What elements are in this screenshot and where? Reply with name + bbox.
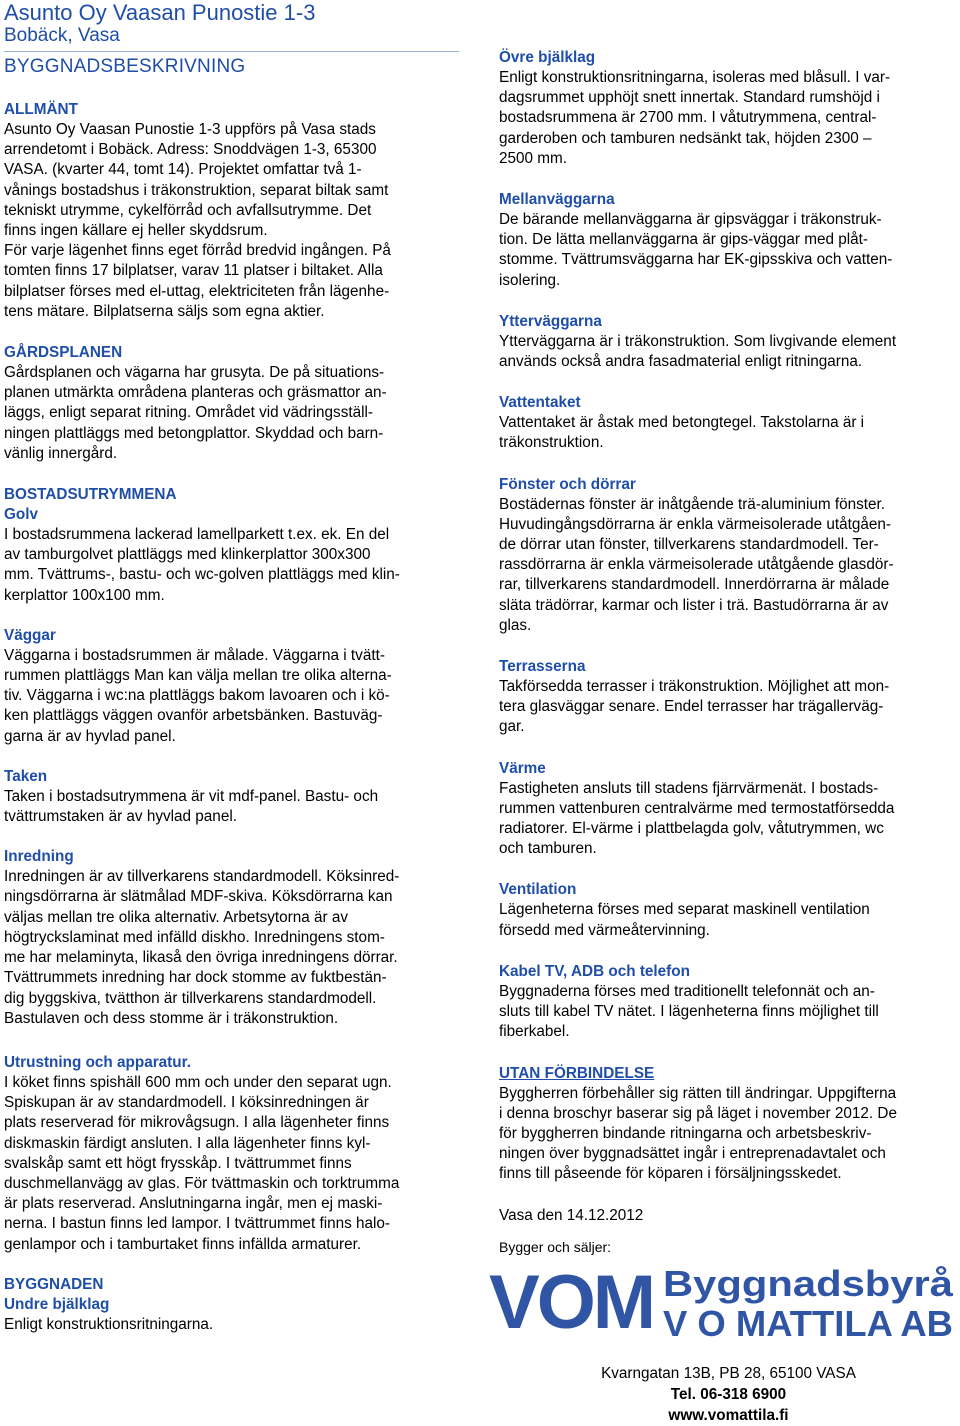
text-line: Huvudingångsdörrarna är enkla värmeisolerade utåtgåen-	[499, 515, 892, 533]
company-logo	[487, 1262, 957, 1340]
text-line: Ytterväggarna är i träkonstruktion. Som livgivande element	[499, 332, 897, 350]
section-ovre-bjalklag	[499, 48, 958, 169]
text-line: 2500 mm.	[499, 149, 568, 167]
text-line: för byggherren bindande ritningarna och arbetsbeskriv-	[499, 1124, 872, 1142]
text-line: kerplattor 100x100 mm.	[4, 586, 165, 604]
text-line: Enligt konstruktionsritningarna.	[4, 1315, 214, 1333]
subsection-heading-inredning: Inredning	[4, 848, 74, 866]
section-heading: Ventilation	[499, 881, 577, 899]
section-heading: Fönster och dörrar	[499, 475, 636, 493]
section-varme	[499, 759, 958, 860]
section-text	[4, 363, 460, 464]
footer-address: Kvarngatan 13B, PB 28, 65100 VASA	[601, 1365, 856, 1382]
section-heading: BYGGNADEN	[4, 1275, 104, 1293]
text-line: dig byggskiva, tvätthon är tillverkarens standardmodell.	[4, 989, 377, 1007]
text-line: Takförsedda terrasser i träkonstruktion. Möjlighet att mon-	[499, 678, 890, 696]
spacer	[4, 1255, 460, 1275]
text-line: tens mätare. Bilplatserna säljs som egna aktier.	[4, 302, 325, 320]
text-line: me har melaminyta, likaså den övriga inredningens dörrar.	[4, 949, 398, 967]
text-line: fiberkabel.	[499, 1023, 570, 1041]
text-line: duschmellanvägg av glas. För tvättmaskin och torktrumma	[4, 1174, 400, 1192]
text-line: Asunto Oy Vaasan Punostie 1-3 uppförs på Vasa stads	[4, 121, 376, 138]
section-terrasserna	[499, 657, 958, 738]
subsection-heading-vaggar: Väggar	[4, 626, 56, 644]
subsection-heading-golv: Golv	[4, 506, 38, 524]
section-vattentaket	[499, 393, 958, 453]
section-text	[499, 332, 958, 372]
builder-label: Bygger och säljer:	[499, 1238, 612, 1255]
text-line: tiv. Väggarna i wc:na plattläggs bakom lavoaren och i kö-	[4, 687, 390, 705]
logo-mark: VOM	[489, 1262, 654, 1340]
section-text	[499, 677, 958, 738]
text-line: Gårdsplanen och vägarna har grusyta. De på situations-	[4, 364, 385, 382]
title-divider	[4, 51, 459, 52]
section-heading: UTAN FÖRBINDELSE	[499, 1064, 655, 1082]
text-line: Tvättrummets inredning har dock stomme av fuktbestän-	[4, 969, 387, 987]
text-line: nerna. I bastun finns led lampor. I tvättrummet finns halo-	[4, 1215, 391, 1233]
text-line: Lägenheterna förses med separat maskinell ventilation	[499, 901, 870, 919]
section-heading: Ytterväggarna	[499, 312, 602, 330]
text-line: dagsrummet upphöjt snett innertak. Standard rumshöjd i	[499, 89, 880, 107]
text-line: Byggherren förbehåller sig rätten till ändringar. Uppgifterna	[499, 1084, 897, 1102]
logo-line2: V O MATTILA AB	[663, 1303, 953, 1340]
place-date: Vasa den 14.12.2012	[499, 1206, 644, 1224]
text-line: plats reserverad för mikrovågsugn. I alla lägenheter finns	[4, 1114, 390, 1132]
section-heading: Kabel TV, ADB och telefon	[499, 962, 690, 980]
text-line: Fastigheten ansluts till stadens fjärrvärmenät. I bostads-	[499, 779, 879, 797]
footer-website[interactable]: www.vomattila.fi	[668, 1407, 789, 1424]
text-line: arrendetomt i Bobäck. Adress: Snoddvägen 1-3, 65300	[4, 141, 377, 159]
section-text	[499, 495, 958, 636]
text-line: planen utmärkta områdena planteras och gräsmattor an-	[4, 384, 387, 402]
text-line: ken plattläggs väggen ovanför arbetsbänken. Bastuväg-	[4, 707, 383, 725]
logo-line1: Byggnadsbyrå	[663, 1263, 955, 1304]
text-line: Byggnaderna förses med traditionellt telefonnät och an-	[499, 982, 875, 1000]
text-line: rummen vattenburen centralvärme med termostatförsedda	[499, 799, 895, 817]
text-line: genlampor och i tamburtaket finns infällda armaturer.	[4, 1235, 362, 1253]
text-line: används också andra fasadmaterial enligt ritningarna.	[499, 353, 863, 371]
text-line: finns till påseende för köparen i försäljningsskedet.	[499, 1165, 842, 1183]
section-heading: ALLMÄNT	[4, 101, 78, 118]
section-heading: Terrasserna	[499, 658, 586, 676]
text-line: tomten finns 17 bilplatser, varav 11 platser i biltaket. Alla	[4, 262, 383, 280]
text-line: försedd med värmeåtervinning.	[499, 921, 710, 939]
text-line: ningen över byggnadsättet ingår i entreprenadavtalet och	[499, 1145, 886, 1163]
text-line: i denna broschyr baserar sig på läget i november 2012. De	[499, 1104, 897, 1122]
contact-footer	[499, 1363, 958, 1426]
text-line: väljas mellan tre olika alternativ. Arbetsytorna är av	[4, 908, 349, 926]
section-heading: Vattentaket	[499, 394, 581, 412]
text-line: tekniskt utrymme, cykelförråd och avfallsutrymme. Det	[4, 201, 372, 219]
text-line: ningen plattläggs med betongplattor. Skyddad och barn-	[4, 424, 384, 442]
left-column	[4, 100, 460, 1356]
section-text	[499, 413, 958, 453]
section-text	[499, 900, 958, 940]
text-line: är plats reserverad. Anslutningarna ingår, men ej maski-	[4, 1195, 383, 1213]
text-line: tera glasväggar senare. Endel terrasser har trägallerväg-	[499, 698, 884, 716]
spacer	[4, 827, 460, 847]
text-line: isolering.	[499, 271, 561, 289]
section-gardsplanen	[4, 343, 460, 464]
undre-text	[4, 1315, 460, 1335]
text-line: sluts till kabel TV nätet. I lägenheterna finns möjlighet till	[499, 1003, 879, 1021]
text-line: tvättrumstaken är av hyvlad panel.	[4, 808, 237, 826]
text-line: I köket finns spishäll 600 mm och under den separat ugn.	[4, 1073, 392, 1091]
right-column	[499, 48, 958, 1256]
text-line: mm. Tvättrums-, bastu- och wc-golven plattläggs med klin-	[4, 566, 400, 584]
text-line: stomme. Tvättrumsväggarna har EK-gipsskiva och vatten-	[499, 251, 893, 269]
document-title: Asunto Oy Vaasan Punostie 1-3	[4, 0, 316, 25]
section-text	[499, 779, 958, 860]
section-utan-forbindelse	[499, 1064, 958, 1185]
text-line: garna är av hyvlad panel.	[4, 727, 176, 745]
section-heading: Övre bjälklag	[499, 49, 596, 66]
text-line: Inredningen är av tillverkarens standardmodell. Köksinred-	[4, 868, 400, 886]
text-line: Väggarna i bostadsrummen är målade. Väggarna i tvätt-	[4, 646, 385, 664]
section-text	[499, 1084, 958, 1185]
text-line: vänlig innergård.	[4, 444, 118, 462]
text-line: bilplatser förses med el-uttag, elektriciteten från lägenhe-	[4, 282, 390, 300]
text-line: bostadsrummena är 2700 mm. I våtutrymmena, central-	[499, 109, 877, 127]
text-line: släta trädörrar, karmar och lister i trä. Bastudörrarna är av	[499, 596, 889, 614]
text-line: finns ingen källare ej heller skyddsrum.	[4, 222, 268, 240]
text-line: Taken i bostadsutrymmena är vit mdf-panel. Bastu- och	[4, 787, 379, 805]
text-line: tion. De lätta mellanväggarna är gips-väggar med plåt-	[499, 231, 869, 249]
golv-text	[4, 525, 460, 606]
text-line: rummen plattläggs Man kan välja mellan tre olika alterna-	[4, 667, 392, 685]
inredning-text	[4, 867, 460, 1029]
section-byggnaden	[4, 1275, 460, 1335]
document-subtitle: Bobäck, Vasa	[4, 25, 120, 46]
vaggar-text	[4, 646, 460, 747]
text-line: glas.	[499, 616, 532, 634]
text-line: de dörrar utan fönster, tillverkarens standardmodell. Ter-	[499, 536, 879, 554]
text-line: vånings bostadshus i träkonstruktion, separat biltak samt	[4, 181, 389, 199]
text-line: De bärande mellanväggarna är gipsväggar i träkonstruk-	[499, 211, 882, 229]
text-line: träkonstruktion.	[499, 434, 604, 452]
title-block	[4, 0, 459, 78]
text-line: svalskåp samt ett högt frysskåp. I tvättrummet finns	[4, 1154, 352, 1172]
section-allmant	[4, 100, 460, 322]
section-mellanvaggarna	[499, 190, 958, 291]
text-line: I bostadsrummena lackerad lamellparkett t.ex. ek. En del	[4, 526, 390, 544]
taken-text	[4, 787, 460, 827]
footer-phone: Tel. 06-318 6900	[670, 1386, 787, 1403]
text-line: Bastulaven och dess stomme är i träkonstruktion.	[4, 1009, 339, 1027]
utrustning-text	[4, 1073, 460, 1255]
text-line: rar, tillverkarens standardmodell. Innerdörrarna är målade	[499, 576, 890, 594]
text-line: av tamburgolvet plattläggs med klinkerplattor 300x300	[4, 546, 371, 564]
section-text	[499, 68, 958, 169]
section-text	[4, 120, 460, 322]
text-line: För varje lägenhet finns eget förråd bredvid ingången. På	[4, 242, 391, 260]
text-line: Enligt konstruktionsritningarna, isoleras med blåsull. I var-	[499, 69, 891, 86]
section-text	[499, 982, 958, 1043]
document-type: BYGGNADSBESKRIVNING	[4, 56, 246, 77]
text-line: ningsdörrarna är slätmålad MDF-skiva. Köksdörrarna kan	[4, 888, 393, 906]
text-line: diskmaskin färdigt ansluten. I alla lägenheter finns kyl-	[4, 1134, 371, 1152]
section-bostadsutrymmena	[4, 485, 460, 1275]
text-line: läggs, enligt separat ritning. Området vid vädringsställ-	[4, 404, 374, 422]
subsection-heading-undre: Undre bjälklag	[4, 1295, 110, 1313]
section-text	[499, 210, 958, 291]
section-heading: BOSTADSUTRYMMENA	[4, 486, 177, 504]
spacer	[4, 606, 460, 626]
text-line: rassdörrarna är enkla värmeisolerade utåtgående glasdör-	[499, 556, 894, 574]
subsection-heading-taken: Taken	[4, 767, 48, 785]
text-line: högtryckslaminat med infälld diskho. Inredningens stom-	[4, 928, 385, 946]
section-heading: GÅRDSPLANEN	[4, 344, 123, 362]
spacer	[4, 1029, 460, 1053]
subsection-heading-utrustning: Utrustning och apparatur.	[4, 1053, 191, 1071]
section-fonster-dorrar	[499, 475, 958, 636]
section-heading: Mellanväggarna	[499, 191, 615, 209]
section-ventilation	[499, 880, 958, 940]
section-kabel-tv	[499, 962, 958, 1043]
text-line: och tamburen.	[499, 840, 597, 858]
section-heading: Värme	[499, 759, 546, 777]
text-line: Spiskupan är av standardmodell. I köksinredningen är	[4, 1094, 369, 1112]
spacer	[4, 747, 460, 767]
text-line: radiatorer. El-värme i plattbelagda golv, våtutrymmen, wc	[499, 820, 884, 838]
text-line: garderoben och tamburen nedsänkt tak, höjden 2300 –	[499, 129, 872, 147]
text-line: VASA. (kvarter 44, tomt 14). Projektet omfattar två 1-	[4, 161, 362, 179]
text-line: Bostädernas fönster är inåtgående trä-aluminium fönster.	[499, 495, 886, 513]
text-line: gar.	[499, 718, 525, 736]
section-yttervaggarna	[499, 312, 958, 372]
text-line: Vattentaket är åstak med betongtegel. Takstolarna är i	[499, 414, 865, 432]
